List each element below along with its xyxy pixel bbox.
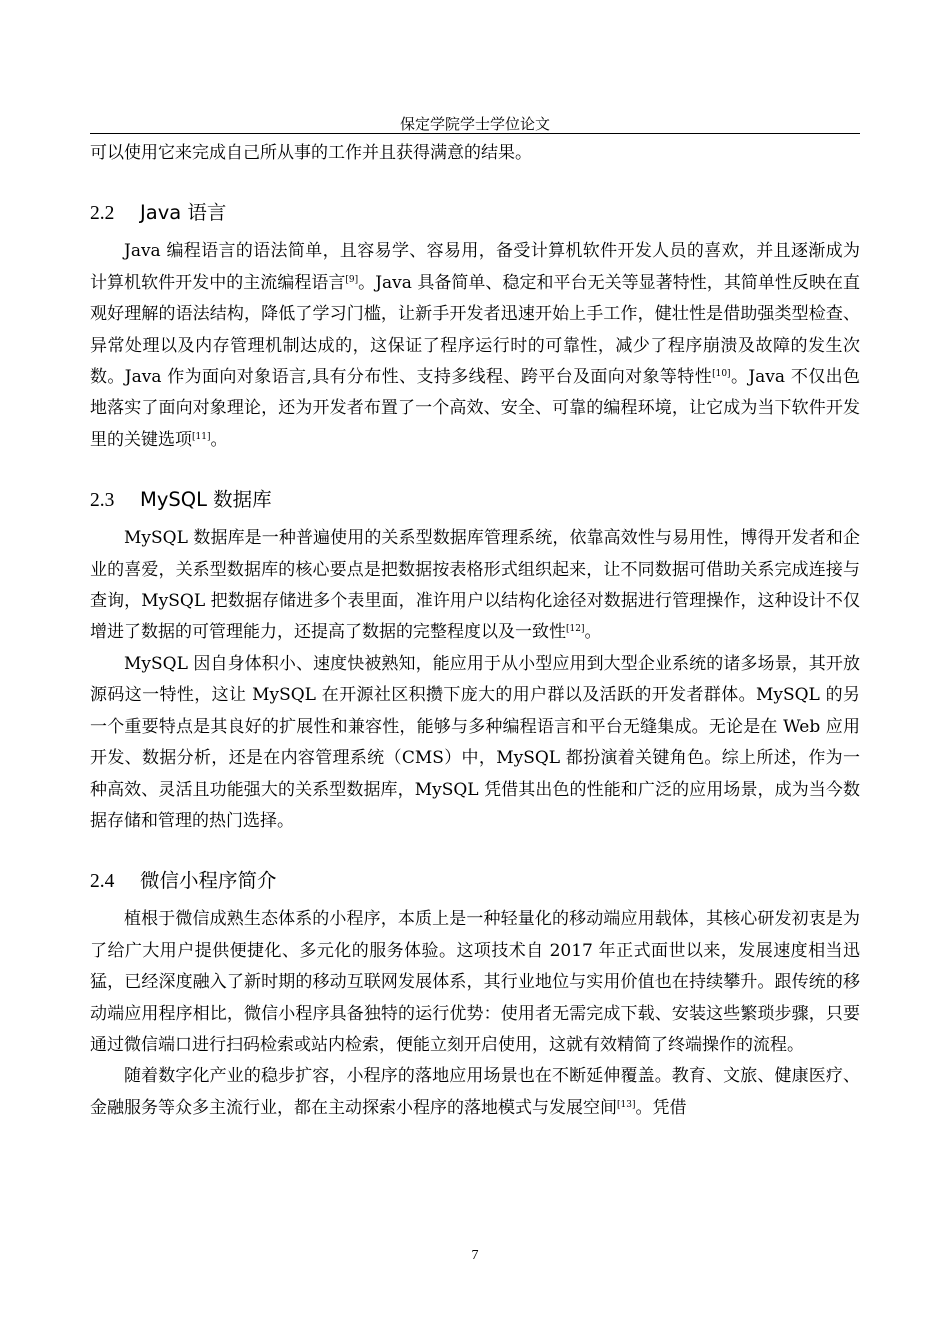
paragraph bbox=[90, 904, 860, 1061]
paragraph bbox=[90, 1061, 860, 1124]
section-number: 2.2 bbox=[90, 203, 115, 225]
section-title: MySQL 数据库 bbox=[140, 488, 272, 512]
paragraph bbox=[90, 523, 860, 649]
paragraph-text: 。凭借 bbox=[635, 1097, 687, 1118]
page-body bbox=[90, 138, 860, 1124]
section-heading-java bbox=[90, 199, 860, 228]
paragraph-text: MySQL 数据库是一种普遍使用的关系型数据库管理系统，依靠高效性与易用性，博得开发者和企业的喜爱，关系型数据库的核心要点是把数据按表格形式组织起来，让不同数据可借助关系完成连接与查询，MySQL 把数据存储进多个表里面，准许用户以结构化途径对数据进行管理操作，这种设计不仅增进了数据的可管理能力，还提高了数据的完整程度以及一致性 bbox=[90, 528, 860, 643]
section-heading-wechat-miniprogram bbox=[90, 867, 860, 896]
page-number: 7 bbox=[471, 1248, 479, 1263]
continued-paragraph: 可以使用它来完成自己所从事的工作并且获得满意的结果。 bbox=[90, 143, 532, 163]
citation: [10] bbox=[712, 369, 731, 380]
citation: [9] bbox=[345, 274, 359, 285]
paragraph-text: Java 编程语言的语法简单，且容易学、容易用，备受计算机软件开发人员的喜欢，并且逐渐成为计算机软件开发中的主流编程语言 bbox=[90, 241, 860, 293]
paragraph-text: 。Java 具备简单、稳定和平台无关等显著特性，其简单性反映在直观好理解的语法结构，降低了学习门槛，让新手开发者迅速开始上手工作，健壮性是借助强类型检查、异常处理以及内存管理机制达成的，这保证了程序运行时的可靠性，减少了程序崩溃及故障的发生次数。Java 作为面向对象语言,具有分布性、支持多线程、跨平台及面向对象等特性 bbox=[90, 272, 861, 388]
section-title: 微信小程序简介 bbox=[140, 869, 277, 893]
section-number: 2.4 bbox=[90, 871, 115, 893]
paragraph-text: 。 bbox=[584, 622, 602, 643]
section-heading-mysql bbox=[90, 486, 860, 515]
citation: [13] bbox=[617, 1099, 636, 1110]
paragraph-text: 。Java 不仅出色地落实了面向对象理论，还为开发者布置了一个高效、安全、可靠的编程环境，让它成为当下软件开发里的关键选项 bbox=[90, 367, 861, 450]
paragraph-text: 。 bbox=[210, 429, 228, 450]
paragraph-text: 植根于微信成熟生态体系的小程序，本质上是一种轻量化的移动端应用载体，其核心研发初衷是为了给广大用户提供便捷化、多元化的服务体验。这项技术自 2017 年正式面世以来，发展速度相当迅猛，已经深度融入了新时期的移动互联网发展体系，其行业地位与实用价值也在持续攀升。跟传统的移动端应用程序相比，微信小程序具备独特的运行优势：使用者无需完成下载、安装这些繁琐步骤，只要通过微信端口进行扫码检索或站内检索，便能立刻开启使用，这就有效精简了终端操作的流程。 bbox=[90, 909, 860, 1055]
header-rule bbox=[90, 133, 860, 134]
section-number: 2.3 bbox=[90, 490, 115, 512]
paragraph bbox=[90, 649, 860, 837]
paragraph bbox=[90, 236, 860, 456]
citation: [12] bbox=[566, 624, 585, 635]
paragraph-text: 随着数字化产业的稳步扩容，小程序的落地应用场景也在不断延伸覆盖。教育、文旅、健康医疗、金融服务等众多主流行业，都在主动探索小程序的落地模式与发展空间 bbox=[90, 1066, 860, 1118]
running-header: 保定学院学士学位论文 bbox=[399, 115, 550, 133]
section-title: Java 语言 bbox=[140, 201, 227, 225]
citation: [11] bbox=[192, 431, 211, 442]
paragraph-text: MySQL 因自身体积小、速度快被熟知，能应用于从小型应用到大型企业系统的诸多场景，其开放源码这一特性，这让 MySQL 在开源社区积攒下庞大的用户群以及活跃的开发者群体。MySQL 的另一个重要特点是其良好的扩展性和兼容性，能够与多种编程语言和平台无缝集成。无论是在 Web 应用开发、数据分析，还是在内容管理系统（CMS）中，MySQL 都扮演着关键角色。综上所述，作为一种高效、灵活且功能强大的关系型数据库，MySQL 凭借其出色的性能和广泛的应用场景，成为当今数据存储和管理的热门选择。 bbox=[90, 653, 860, 831]
